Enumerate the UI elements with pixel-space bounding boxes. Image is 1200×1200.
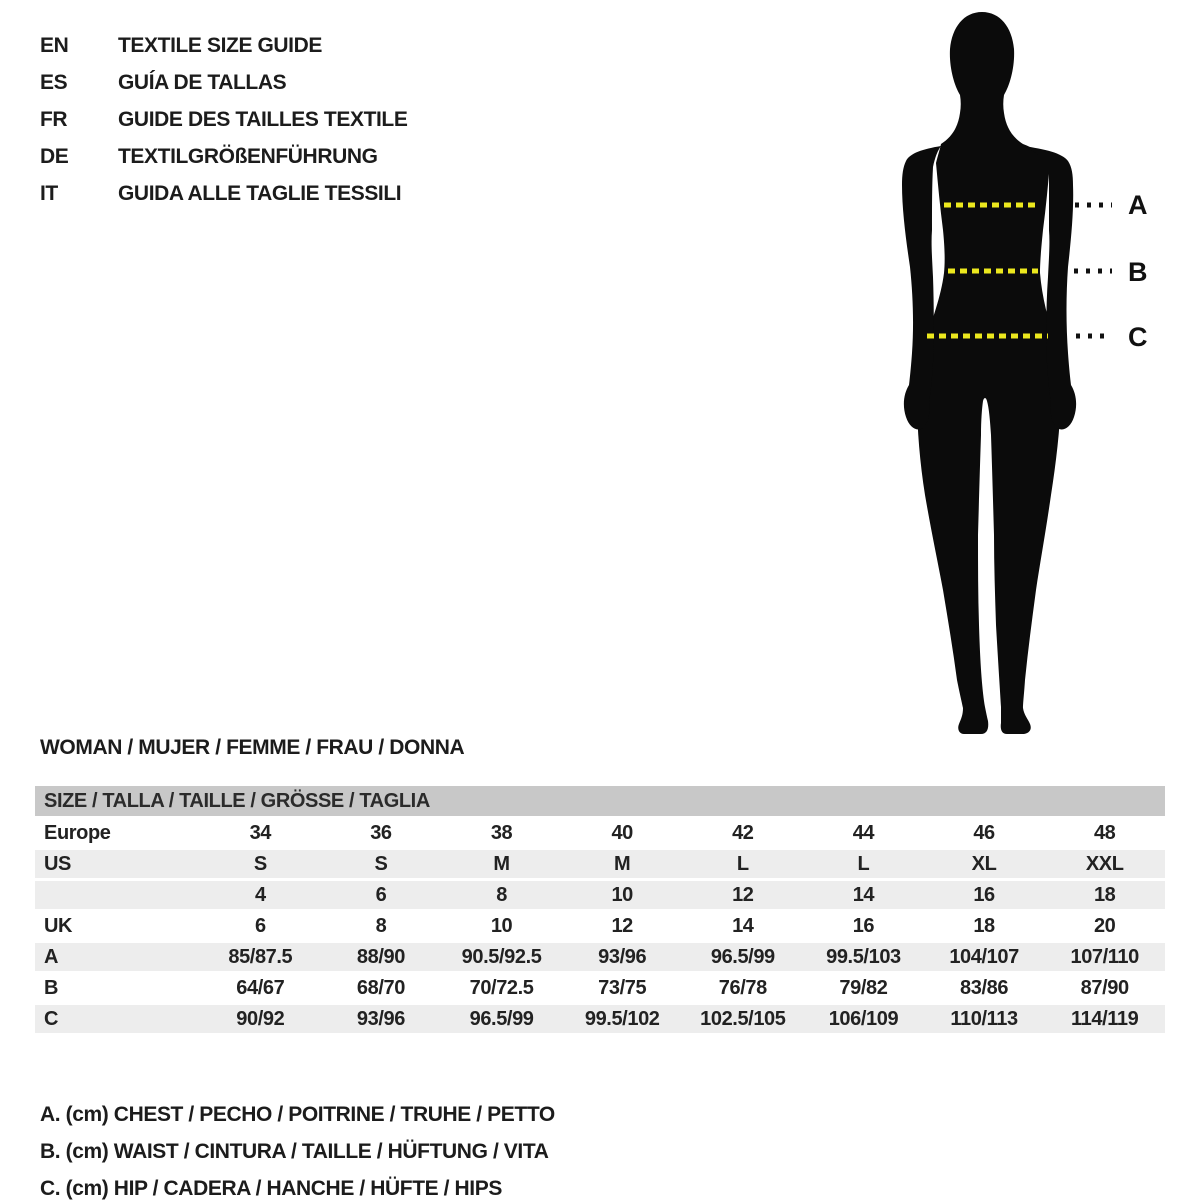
waist-marker-label: B [1128,257,1148,287]
table-cell: 8 [496,883,507,906]
language-code: DE [40,144,69,168]
table-cell: 96.5/99 [469,1007,534,1030]
table-cell: 14 [732,914,754,937]
table-cell: 83/86 [960,976,1009,999]
language-title: GUIDA ALLE TAGLIE TESSILI [118,181,402,205]
table-row [35,819,1165,847]
table-cell: 64/67 [236,976,285,999]
table-row-label: B [44,976,59,999]
table-row-label: Europe [44,821,111,844]
table-cell: 85/87.5 [228,945,293,968]
table-row-label: US [44,852,71,875]
table-cell: 38 [490,821,513,844]
table-cell: 93/96 [598,945,647,968]
hip-marker-label: C [1128,322,1148,352]
size-table-header: SIZE / TALLA / TAILLE / GRÖSSE / TAGLIA [35,786,1165,816]
language-row [40,27,407,64]
table-cell: XXL [1085,852,1124,875]
table-cell: 14 [852,883,875,906]
table-row-label: A [44,945,59,968]
legend-text: A. (cm) CHEST / PECHO / POITRINE / TRUHE / PETTO [40,1102,555,1126]
woman-silhouette [860,5,1160,745]
table-cell: 6 [375,883,387,906]
table-cell: 106/109 [828,1007,899,1030]
table-cell: XL [971,852,997,875]
language-row [40,175,407,212]
table-cell: 34 [249,821,272,844]
table-cell: L [736,852,749,875]
language-row [40,64,407,101]
table-row [35,943,1165,971]
language-title-list [40,27,407,212]
table-cell: 107/110 [1070,945,1139,968]
table-cell: 70/72.5 [469,976,534,999]
table-cell: 12 [732,883,754,906]
table-cell: 99.5/103 [826,945,901,968]
language-title: TEXTILGRÖßENFÜHRUNG [118,144,378,168]
table-cell: 48 [1093,821,1116,844]
table-cell: 102.5/105 [700,1007,786,1030]
table-cell: 16 [852,914,875,937]
language-title: GUIDE DES TAILLES TEXTILE [118,107,408,131]
table-cell: 8 [375,914,387,937]
language-code: EN [40,33,69,57]
table-cell: 10 [611,883,633,906]
language-row [40,138,407,175]
table-cell: 68/70 [356,976,405,999]
table-row [35,850,1165,878]
language-row [40,101,407,138]
table-cell: 18 [1093,883,1116,906]
table-cell: 73/75 [598,976,647,999]
table-row [35,912,1165,940]
table-cell: 12 [611,914,633,937]
table-row [35,974,1165,1002]
table-cell: 4 [254,883,266,906]
table-cell: 40 [611,821,633,844]
table-cell: 76/78 [718,976,767,999]
legend-row [40,1170,555,1200]
table-cell: 79/82 [839,976,888,999]
legend-text: B. (cm) WAIST / CINTURA / TAILLE / HÜFTUNG / VITA [40,1139,549,1163]
table-cell: L [857,852,870,875]
table-cell: 44 [852,821,875,844]
size-table [35,786,1165,1036]
table-cell: 114/119 [1071,1007,1139,1030]
table-row [35,1005,1165,1033]
size-table-rows [35,819,1165,1033]
table-row-label: UK [44,914,73,937]
measurement-figure [860,5,1160,745]
table-cell: 99.5/102 [584,1007,660,1030]
table-cell: 93/96 [356,1007,405,1030]
table-cell: 10 [490,914,513,937]
language-title: TEXTILE SIZE GUIDE [118,33,322,57]
table-cell: 20 [1093,914,1116,937]
table-cell: 18 [973,914,995,937]
language-code: FR [40,107,68,131]
language-title: GUÍA DE TALLAS [118,70,287,94]
table-cell: M [614,852,631,875]
table-row [35,881,1165,909]
table-row-label: C [44,1007,59,1030]
language-code: IT [40,181,58,205]
table-cell: 110/113 [950,1007,1018,1030]
table-cell: 87/90 [1080,976,1129,999]
silhouette-body [917,12,1061,734]
table-cell: S [374,852,388,875]
table-cell: 36 [370,821,392,844]
table-cell: 16 [973,883,995,906]
table-cell: 42 [732,821,754,844]
table-cell: 46 [973,821,995,844]
table-cell: 96.5/99 [710,945,775,968]
chest-marker-label: A [1128,190,1148,220]
table-cell: M [493,852,510,875]
table-cell: 90/92 [236,1007,285,1030]
table-cell: 6 [254,914,266,937]
table-cell: 88/90 [356,945,405,968]
measurement-legend [40,1096,555,1200]
legend-text: C. (cm) HIP / CADERA / HANCHE / HÜFTE / HIPS [40,1176,502,1200]
section-title: WOMAN / MUJER / FEMME / FRAU / DONNA [40,736,465,759]
legend-row [40,1096,555,1133]
table-cell: S [253,852,267,875]
table-cell: 90.5/92.5 [461,945,542,968]
table-cell: 104/107 [949,945,1019,968]
legend-row [40,1133,555,1170]
language-code: ES [40,70,68,94]
